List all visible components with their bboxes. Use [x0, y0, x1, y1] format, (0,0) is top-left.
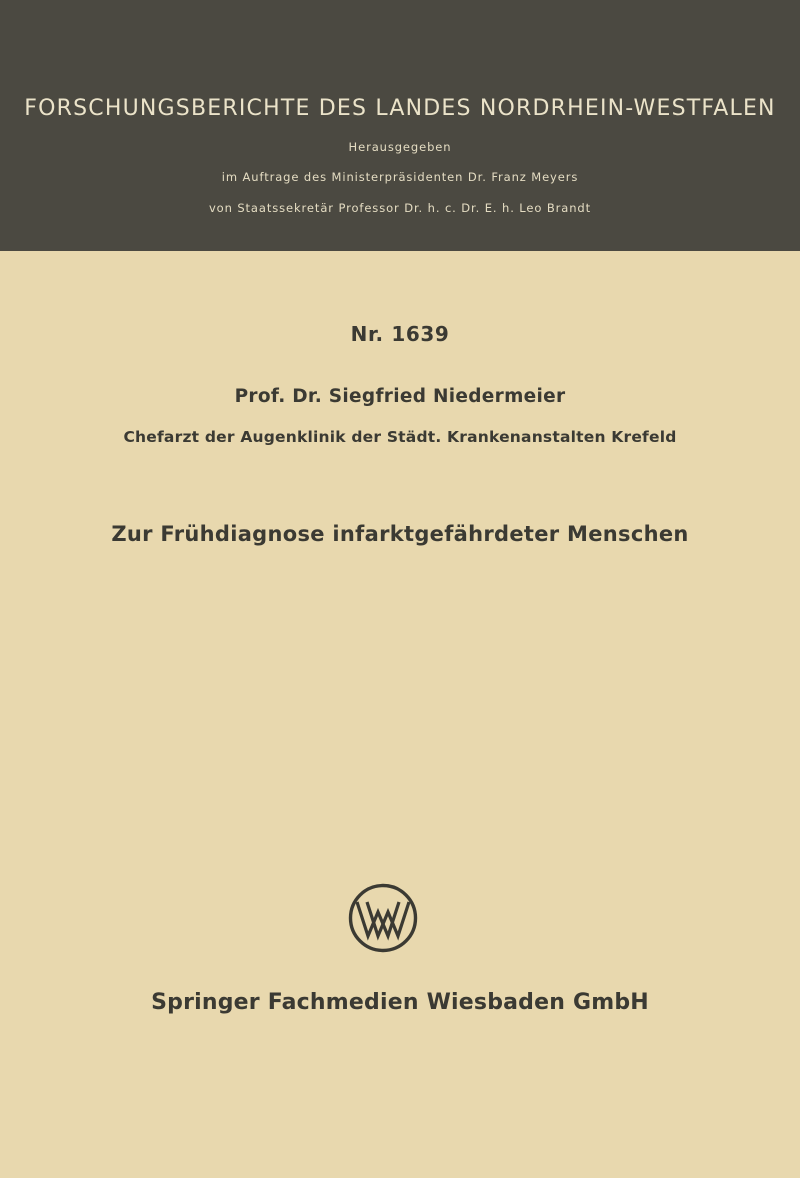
author-affiliation: Chefarzt der Augenklinik der Städt. Krankenanstalten Krefeld: [123, 428, 677, 446]
series-title: FORSCHUNGSBERICHTE DES LANDES NORDRHEIN-WESTFALEN: [24, 96, 776, 121]
series-header-band: [0, 0, 800, 251]
series-number: Nr. 1639: [350, 322, 450, 346]
publisher-ww-logo-icon: [347, 882, 419, 954]
editor-line-2: im Auftrage des Ministerpräsidenten Dr. Franz Meyers: [221, 170, 579, 184]
editor-line-3: von Staatssekretär Professor Dr. h. c. Dr. E. h. Leo Brandt: [208, 201, 592, 215]
author-name: Prof. Dr. Siegfried Niedermeier: [234, 386, 566, 407]
publisher-name: Springer Fachmedien Wiesbaden GmbH: [151, 990, 649, 1015]
editor-line-1: Herausgegeben: [348, 140, 452, 154]
book-title: Zur Frühdiagnose infarktgefährdeter Menschen: [111, 522, 689, 546]
